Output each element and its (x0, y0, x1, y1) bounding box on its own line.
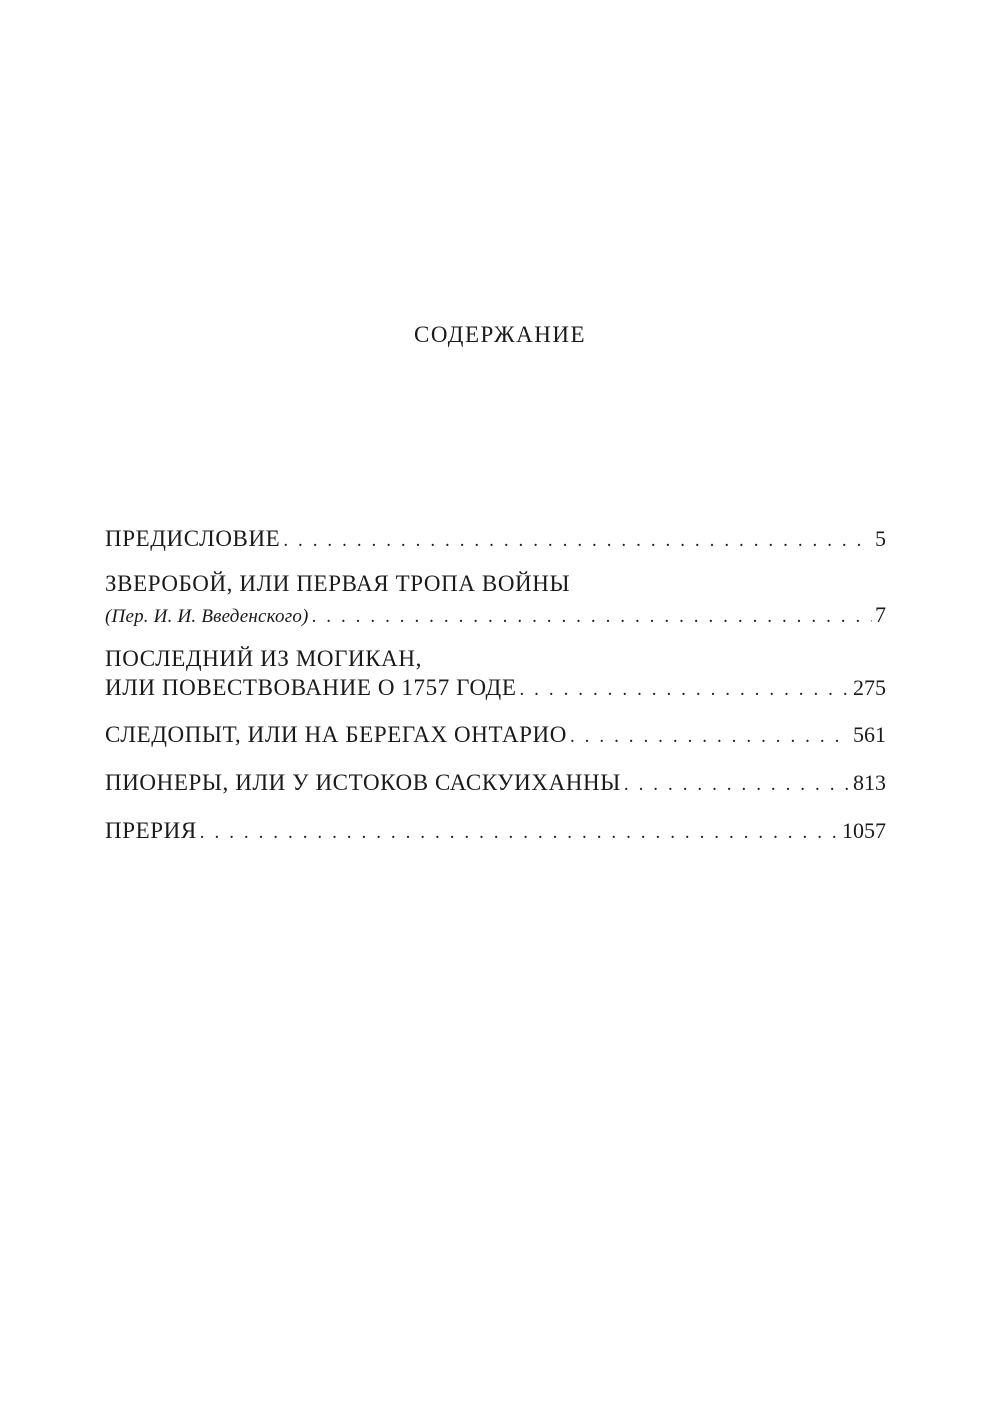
toc-entry-prairie[interactable] (105, 818, 886, 844)
toc-line (105, 675, 886, 701)
toc-entry-title: ПРЕДИСЛОВИЕ (105, 526, 281, 551)
toc-page-number: 5 (875, 526, 886, 551)
page-title: СОДЕРЖАНИЕ (413, 322, 586, 347)
toc-page-number: 275 (853, 675, 886, 700)
dot-leader (283, 528, 872, 554)
toc-page-number: 813 (853, 770, 886, 795)
dot-leader (312, 604, 872, 630)
toc-line (105, 526, 886, 552)
toc-entry-title: ПРЕРИЯ (105, 818, 197, 843)
toc-page-number: 7 (875, 602, 886, 627)
toc-entry-title: ПОСЛЕДНИЙ ИЗ МОГИКАН, (105, 646, 422, 671)
dot-leader (570, 724, 850, 750)
toc-entry-pioneers[interactable] (105, 770, 886, 796)
toc-entry-title: ПИОНЕРЫ, ИЛИ У ИСТОКОВ САСКУИХАННЫ (105, 770, 621, 795)
toc-line (105, 770, 886, 796)
dot-leader (624, 772, 850, 798)
toc-entry-title: СЛЕДОПЫТ, ИЛИ НА БЕРЕГАХ ОНТАРИО (105, 722, 567, 747)
toc-page-number: 561 (853, 722, 886, 747)
dot-leader (200, 820, 839, 846)
toc-entry-translator: (Пер. И. И. Введенского) (105, 606, 309, 627)
toc-line (105, 571, 886, 597)
toc-entry-preface[interactable] (105, 526, 886, 552)
toc-line (105, 602, 886, 628)
toc-entry-deerslayer[interactable] (105, 571, 886, 628)
toc-entry-title-continued: ИЛИ ПОВЕСТВОВАНИЕ О 1757 ГОДЕ (105, 675, 517, 700)
toc-line (105, 646, 886, 672)
toc-line (105, 722, 886, 748)
dot-leader (519, 677, 850, 703)
toc-entry-last-of-the-mohicans[interactable] (105, 646, 886, 701)
toc-entry-title: ЗВЕРОБОЙ, ИЛИ ПЕРВАЯ ТРОПА ВОЙНЫ (105, 571, 571, 596)
toc-page-number: 1057 (842, 818, 886, 843)
toc-entry-pathfinder[interactable] (105, 722, 886, 748)
toc-line (105, 818, 886, 844)
